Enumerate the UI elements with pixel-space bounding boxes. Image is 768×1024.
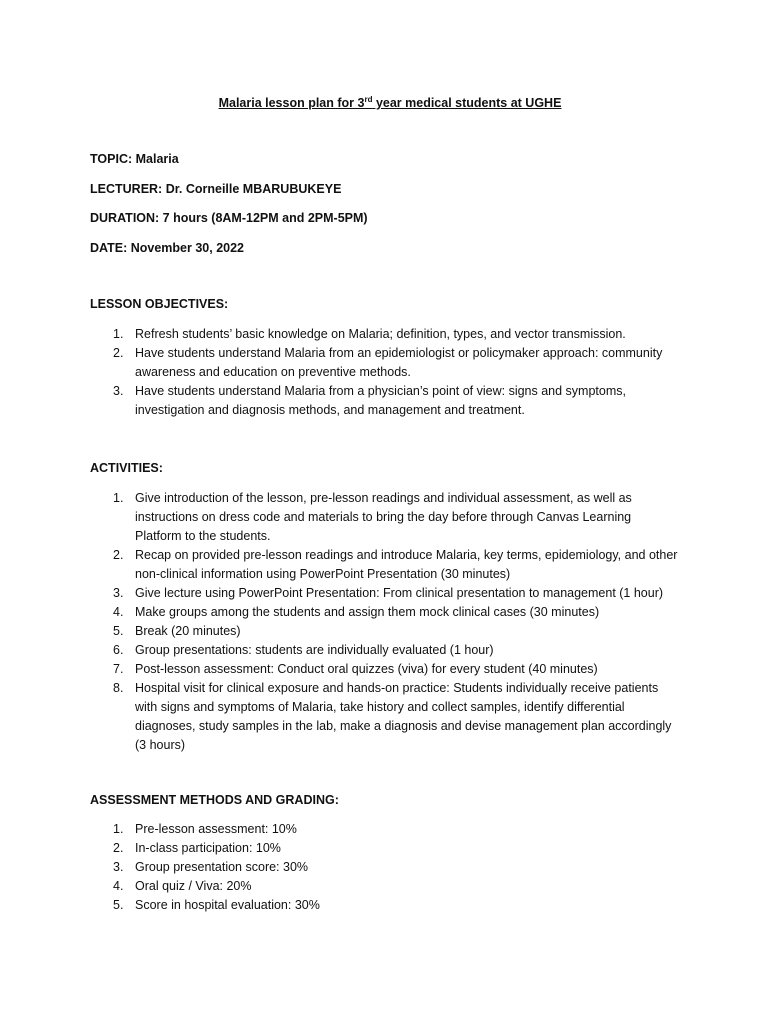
grading-list <box>90 820 680 915</box>
item-text: Post-lesson assessment: Conduct oral quizzes (viva) for every student (40 minutes) <box>135 662 598 676</box>
item-text: Refresh students’ basic knowledge on Malaria; definition, types, and vector transmission. <box>135 327 626 341</box>
item-text: Hospital visit for clinical exposure and hands-on practice: Students individually receive patients with signs and symptoms of Malaria, take history and collect samples, identify differential diagnoses, study samples in the lab, make a diagnosis and devise management plan accordingly (3 hours) <box>135 681 672 752</box>
list-item <box>90 546 680 584</box>
lecturer-line: LECTURER: Dr. Corneille MBARUBUKEYE <box>90 182 342 196</box>
item-text: Break (20 minutes) <box>135 624 241 638</box>
grading-heading: ASSESSMENT METHODS AND GRADING: <box>90 793 339 807</box>
list-item <box>90 603 680 622</box>
item-number: 5. <box>113 898 124 912</box>
item-text: Group presentation score: 30% <box>135 860 309 874</box>
item-text: Pre-lesson assessment: 10% <box>135 822 297 836</box>
item-number: 3. <box>113 586 124 600</box>
activities-heading: ACTIVITIES: <box>90 461 163 475</box>
date-line: DATE: November 30, 2022 <box>90 241 244 255</box>
item-text: Group presentations: students are individually evaluated (1 hour) <box>135 643 494 657</box>
item-number: 6. <box>113 643 124 657</box>
item-number: 8. <box>113 681 124 695</box>
item-number: 2. <box>113 346 124 360</box>
list-item <box>90 858 680 877</box>
list-item <box>90 877 680 896</box>
item-number: 1. <box>113 491 124 505</box>
item-text: Recap on provided pre-lesson readings and introduce Malaria, key terms, epidemiology, and other non-clinical information using PowerPoint Presentation (30 minutes) <box>135 548 678 581</box>
list-item <box>90 839 680 858</box>
objectives-list <box>90 325 680 420</box>
list-item <box>90 622 680 641</box>
activities-list <box>90 489 680 755</box>
list-item <box>90 489 680 546</box>
item-number: 1. <box>113 327 124 341</box>
title-text: Malaria lesson plan for 3 <box>218 96 365 110</box>
item-text: Oral quiz / Viva: 20% <box>135 879 252 893</box>
title-text-end: year medical students at UGHE <box>372 96 562 110</box>
list-item <box>90 344 680 382</box>
item-number: 1. <box>113 822 124 836</box>
list-item <box>90 660 680 679</box>
item-text: Give lecture using PowerPoint Presentation: From clinical presentation to management (1 hour) <box>135 586 664 600</box>
item-number: 5. <box>113 624 124 638</box>
item-text: Make groups among the students and assign them mock clinical cases (30 minutes) <box>135 605 600 619</box>
item-number: 4. <box>113 605 124 619</box>
document-title <box>90 94 690 113</box>
list-item <box>90 382 680 420</box>
item-text: In-class participation: 10% <box>135 841 281 855</box>
item-number: 4. <box>113 879 124 893</box>
list-item <box>90 641 680 660</box>
item-text: Give introduction of the lesson, pre-lesson readings and individual assessment, as well as instructions on dress code and materials to bring the day before through Canvas Learning Platform to the students. <box>135 491 632 543</box>
item-number: 7. <box>113 662 124 676</box>
item-text: Score in hospital evaluation: 30% <box>135 898 320 912</box>
item-text: Have students understand Malaria from an epidemiologist or policymaker approach: community awareness and education on preventive methods. <box>135 346 663 379</box>
item-number: 3. <box>113 384 124 398</box>
objectives-heading: LESSON OBJECTIVES: <box>90 297 229 311</box>
item-text: Have students understand Malaria from a physician’s point of view: signs and symptoms, investigation and diagnosis methods, and management and treatment. <box>135 384 626 417</box>
item-number: 2. <box>113 841 124 855</box>
duration-line: DURATION: 7 hours (8AM-12PM and 2PM-5PM) <box>90 211 368 225</box>
item-number: 3. <box>113 860 124 874</box>
item-number: 2. <box>113 548 124 562</box>
list-item <box>90 325 680 344</box>
list-item <box>90 584 680 603</box>
topic-line: TOPIC: Malaria <box>90 152 179 166</box>
title-superscript: rd <box>364 94 373 104</box>
list-item <box>90 679 680 755</box>
list-item <box>90 896 680 915</box>
list-item <box>90 820 680 839</box>
